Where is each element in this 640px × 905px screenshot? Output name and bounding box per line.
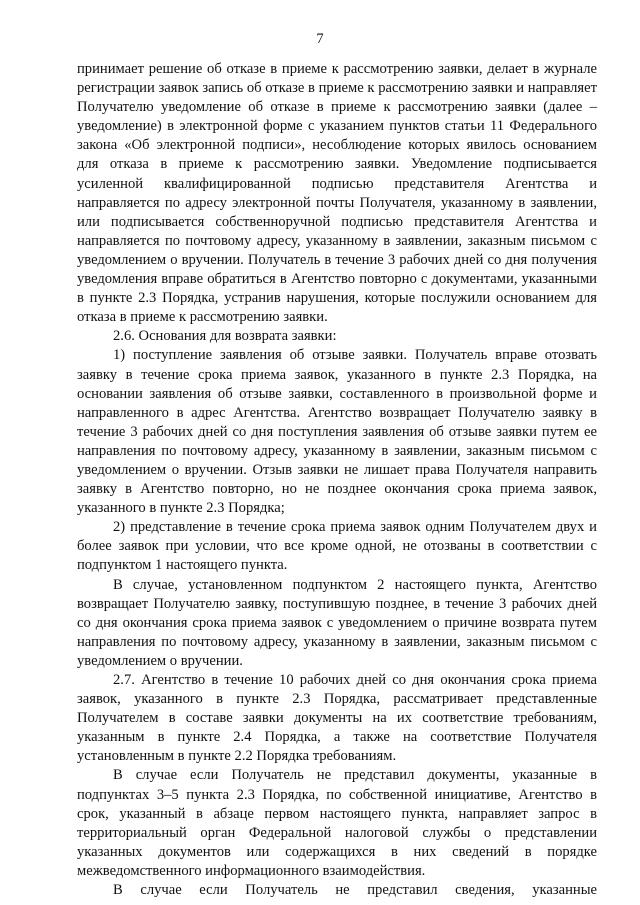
paragraph-section-2-7: 2.7. Агентство в течение 10 рабочих дней со дня окончания срока приема заявок, указанного в пункте 2.3 Порядка, рассматривает представленные Получателем в составе заявки документы на их соответствие требованиям, указанным в пункте 2.4 Порядка, а также на соответствие Получателя установленным в пункте 2.2 Порядка требованиям. bbox=[77, 672, 597, 765]
document-body bbox=[77, 60, 597, 900]
page-number: 7 bbox=[316, 31, 324, 47]
paragraph-continues-next-page: В случае если Получатель не представил сведения, указанные bbox=[113, 882, 597, 899]
paragraph-section-2-6-heading: 2.6. Основания для возврата заявки: bbox=[113, 328, 337, 345]
paragraph-return-procedure: В случае, установленном подпунктом 2 настоящего пункта, Агентство возвращает Получателю заявку, поступившую позднее, в течение 3 рабочих дней со дня окончания срока приема заявок с уведомлением о причине возврата путем направления по почтовому адресу, указанному в заявлении, заказным письмом с уведомлением о вручении. bbox=[77, 576, 597, 669]
paragraph-return-ground-1: 1) поступление заявления об отзыве заявки. Получатель вправе отозвать заявку в течение срока приема заявок, указанного в пункте 2.3 Порядка, на основании заявления об отзыве заявки, составленного в произвольной форме и направленного в адрес Агентства. Агентство возвращает Получателю заявку в течение 3 рабочих дней со дня поступления заявления об отзыве заявки путем ее направления по почтовому адресу, указанному в заявлении, заказным письмом с уведомлением о вручении. Отзыв заявки не лишает права Получателя направить заявку в Агентство повторно, но не позднее окончания срока приема заявок, указанного в пункте 2.3 Порядка; bbox=[77, 347, 597, 517]
paragraph-rejection-continuation: принимает решение об отказе в приеме к рассмотрению заявки, делает в журнале регистрации заявок запись об отказе в приеме к рассмотрению заявки и направляет Получателю уведомление об отказе в приеме к рассмотрению заявки (далее – уведомление) в электронной форме с указанием пунктов статьи 11 Федерального закона «Об электронной подписи», несоблюдение которых явилось основанием для отказа в приеме к рассмотрению заявки. Уведомление подписывается усиленной квалифицированной подписью представителя Агентства и направляется по адресу электронной почты Получателя, указанному в заявлении, или подписывается собственноручной подписью представителя Агентства и направляется по почтовому адресу, указанному в заявлении, заказным письмом с уведомлением о вручении. Получатель в течение 3 рабочих дней со дня получения уведомления вправе обратиться в Агентство повторно с документами, указанными в пункте 2.3 Порядка, устранив нарушения, которые послужили основанием для отказа в приеме к рассмотрению заявки. bbox=[77, 61, 597, 326]
paragraph-return-ground-2: 2) представление в течение срока приема заявок одним Получателем двух и более заявок при условии, что все кроме одной, не отозваны в соответствии с подпунктом 1 настоящего пункта. bbox=[77, 519, 597, 574]
paragraph-interagency-request: В случае если Получатель не представил документы, указанные в подпунктах 3–5 пункта 2.3 Порядка, по собственной инициативе, Агентство в срок, указанный в абзаце первом настоящего пункта, направляет запрос в территориальный орган Федеральной налоговой службы о представлении указанных документов или содержащихся в них сведений в порядке межведомственного информационного взаимодействия. bbox=[77, 767, 597, 879]
